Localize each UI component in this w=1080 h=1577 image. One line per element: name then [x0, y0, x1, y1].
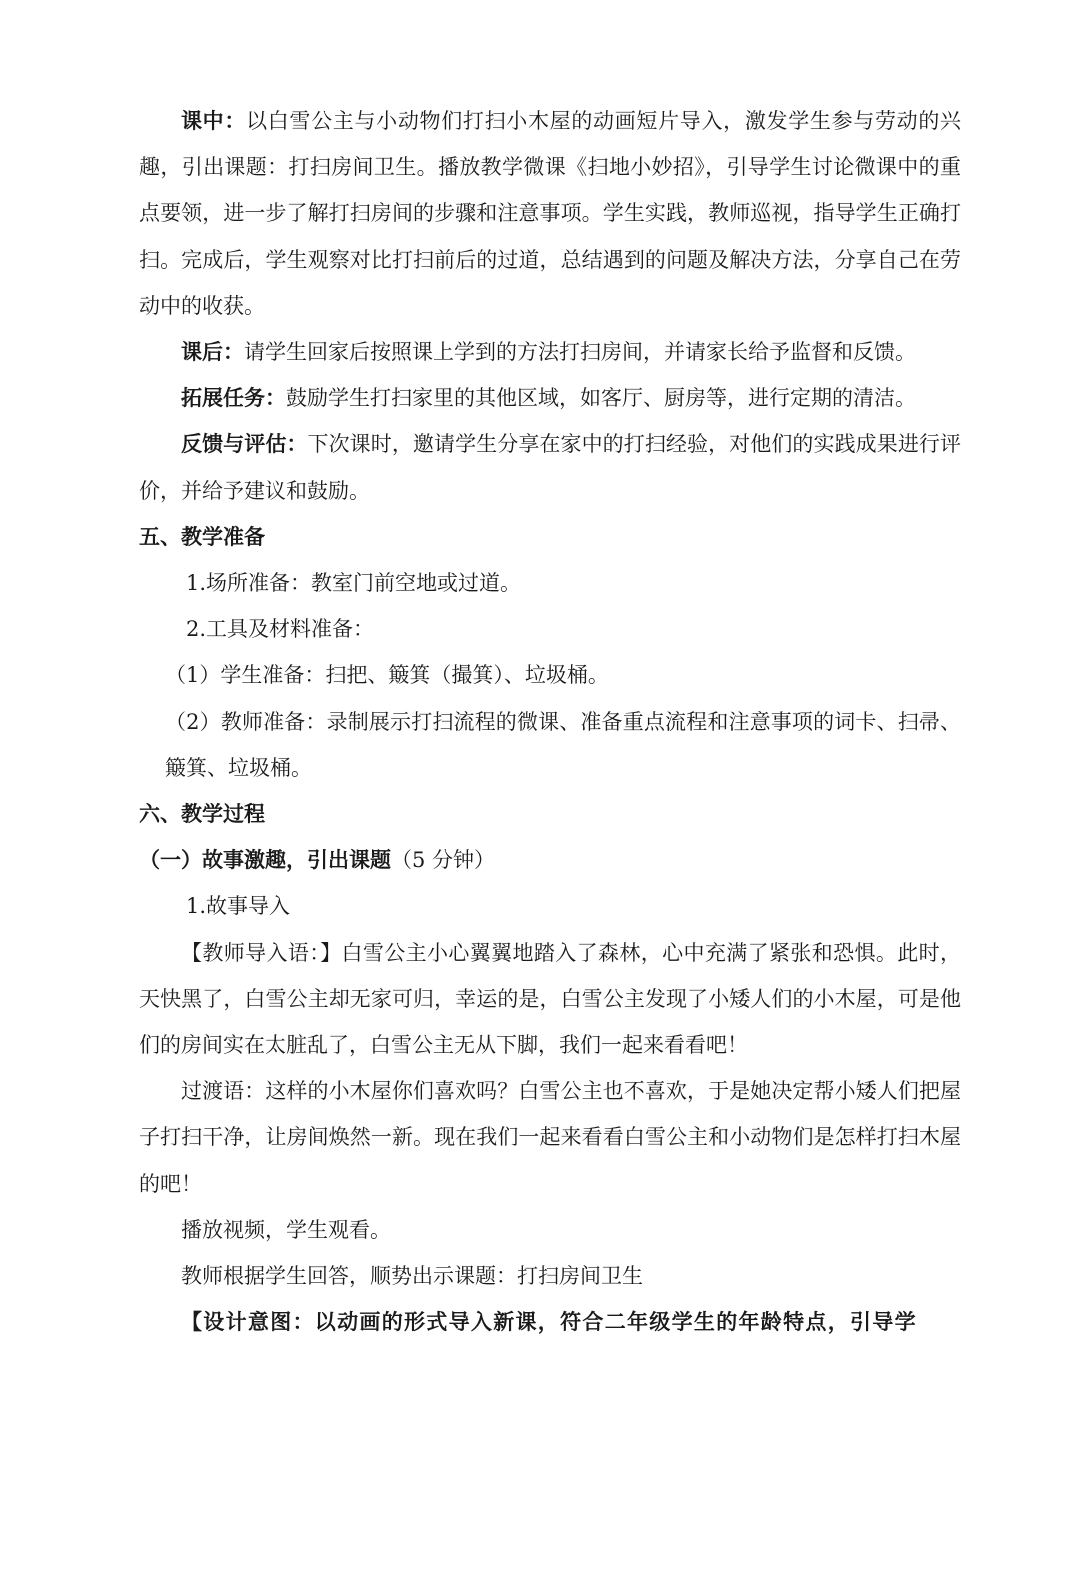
text-in-class: 以白雪公主与小动物们打扫小木屋的动画短片导入，激发学生参与劳动的兴趣，引出课题：打扫房间卫生。播放教学微课《扫地小妙招》，引导学生讨论微课中的重点要领，进一步了解打扫房间的步骤和注意事项。学生实践，教师巡视，指导学生正确打扫。完成后，学生观察对比打扫前后的过道，总结遇到的问题及解决方法，分享自己在劳动中的收获。 [139, 109, 962, 318]
label-after-class: 课后： [181, 339, 244, 365]
subheading-story-intro [139, 837, 961, 883]
heading-teaching-process: 六、教学过程 [139, 801, 265, 827]
paragraph-extension-task [139, 375, 961, 421]
paragraph-design-intent: 【设计意图：以动画的形式导入新课，符合二年级学生的年龄特点，引导学 [181, 1309, 917, 1335]
list-item-tools: 2.工具及材料准备： [186, 617, 375, 642]
text-extension-task: 鼓励学生打扫家里的其他区域，如客厅、厨房等，进行定期的清洁。 [286, 386, 916, 411]
text-teacher-intro: 白雪公主小心翼翼地踏入了森林，心中充满了紧张和恐惧。此时，天快黑了，白雪公主却无家可归，幸运的是，白雪公主发现了小矮人们的小木屋，可是他们的房间实在太脏乱了，白雪公主无从下脚，我们一起来看看吧！ [139, 940, 961, 1058]
paragraph-transition: 过渡语：这样的小木屋你们喜欢吗？白雪公主也不喜欢，于是她决定帮小矮人们把屋子打扫干净，让房间焕然一新。现在我们一起来看看白雪公主和小动物们是怎样打扫木屋的吧！ [139, 1079, 961, 1196]
label-extension-task: 拓展任务： [181, 385, 286, 411]
subheading-story-intro-time: （5 分钟） [391, 848, 496, 873]
label-feedback: 反馈与评估： [181, 431, 308, 457]
paragraph-topic: 教师根据学生回答，顺势出示课题：打扫房间卫生 [181, 1264, 643, 1289]
list-item-student-prep: （1）学生准备：扫把、簸箕（撮箕）、垃圾桶。 [165, 663, 609, 688]
text-feedback: 下次课时，邀请学生分享在家中的打扫经验，对他们的实践成果进行评价，并给予建议和鼓励。 [139, 432, 961, 503]
paragraph-after-class [139, 329, 961, 375]
list-item-venue: 1.场所准备：教室门前空地或过道。 [186, 571, 522, 596]
list-item-teacher-prep: （2）教师准备：录制展示打扫流程的微课、准备重点流程和注意事项的词卡、扫帚、簸箕、垃圾桶。 [165, 709, 961, 780]
paragraph-teacher-intro [139, 930, 961, 1069]
paragraph-in-class [139, 98, 961, 329]
label-in-class: 课中： [181, 108, 247, 133]
document-page [139, 98, 961, 1345]
paragraph-feedback [139, 421, 961, 513]
paragraph-play-video: 播放视频，学生观看。 [181, 1217, 391, 1242]
heading-teaching-preparation: 五、教学准备 [139, 523, 265, 549]
subheading-story-intro-title: （一）故事激趣，引出课题 [139, 847, 391, 873]
text-after-class: 请学生回家后按照课上学到的方法打扫房间，并请家长给予监督和反馈。 [244, 340, 916, 365]
label-teacher-intro: 【教师导入语：】 [181, 940, 342, 965]
list-item-story-intro: 1.故事导入 [186, 894, 291, 919]
